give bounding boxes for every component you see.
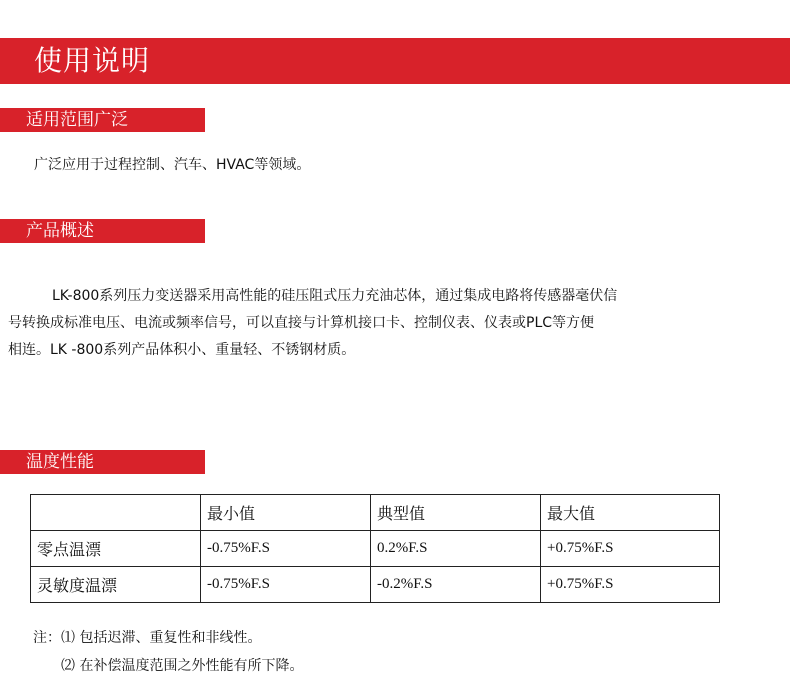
table-cell: +0.75%F.S <box>541 567 720 603</box>
table-cell: -0.75%F.S <box>201 567 371 603</box>
title-banner <box>0 38 790 84</box>
notes-block <box>33 624 303 680</box>
section-heading-temperature-label: 温度性能 <box>26 452 94 472</box>
note-line-2: ⑵ 在补偿温度范围之外性能有所下降。 <box>61 658 304 674</box>
temperature-performance-table <box>30 494 720 603</box>
section-heading-overview <box>0 219 205 243</box>
table-cell: 0.2%F.S <box>371 531 541 567</box>
overview-line-1: LK-800系列压力变送器采用高性能的硅压阻式压力充油芯体，通过集成电路将传感器毫伏信 <box>52 288 618 304</box>
overview-line-2: 号转换成标准电压、电流或频率信号，可以直接与计算机接口卡、控制仪表、仪表或PLC等方便 <box>8 315 595 331</box>
scope-text: 广泛应用于过程控制、汽车、HVAC等领域。 <box>34 157 311 173</box>
table-row-label: 零点温漂 <box>31 531 201 567</box>
table-cell: -0.2%F.S <box>371 567 541 603</box>
page-title: 使用说明 <box>34 44 151 77</box>
section-heading-temperature <box>0 450 205 474</box>
section-heading-overview-label: 产品概述 <box>26 221 94 241</box>
section-heading-scope-label: 适用范围广泛 <box>26 110 128 130</box>
table-header-cell <box>31 495 201 531</box>
section-heading-scope <box>0 108 205 132</box>
note-line-1: 注：⑴ 包括迟滞、重复性和非线性。 <box>33 630 262 646</box>
table-cell: +0.75%F.S <box>541 531 720 567</box>
table-header-cell: 典型值 <box>371 495 541 531</box>
table-row <box>31 567 720 603</box>
overview-paragraph <box>8 283 768 364</box>
table-row <box>31 531 720 567</box>
table-row-label: 灵敏度温漂 <box>31 567 201 603</box>
table-header-cell: 最小值 <box>201 495 371 531</box>
table-cell: -0.75%F.S <box>201 531 371 567</box>
table-header-cell: 最大值 <box>541 495 720 531</box>
overview-line-3: 相连。LK -800系列产品体积小、重量轻、不锈钢材质。 <box>8 342 356 358</box>
table-header-row <box>31 495 720 531</box>
